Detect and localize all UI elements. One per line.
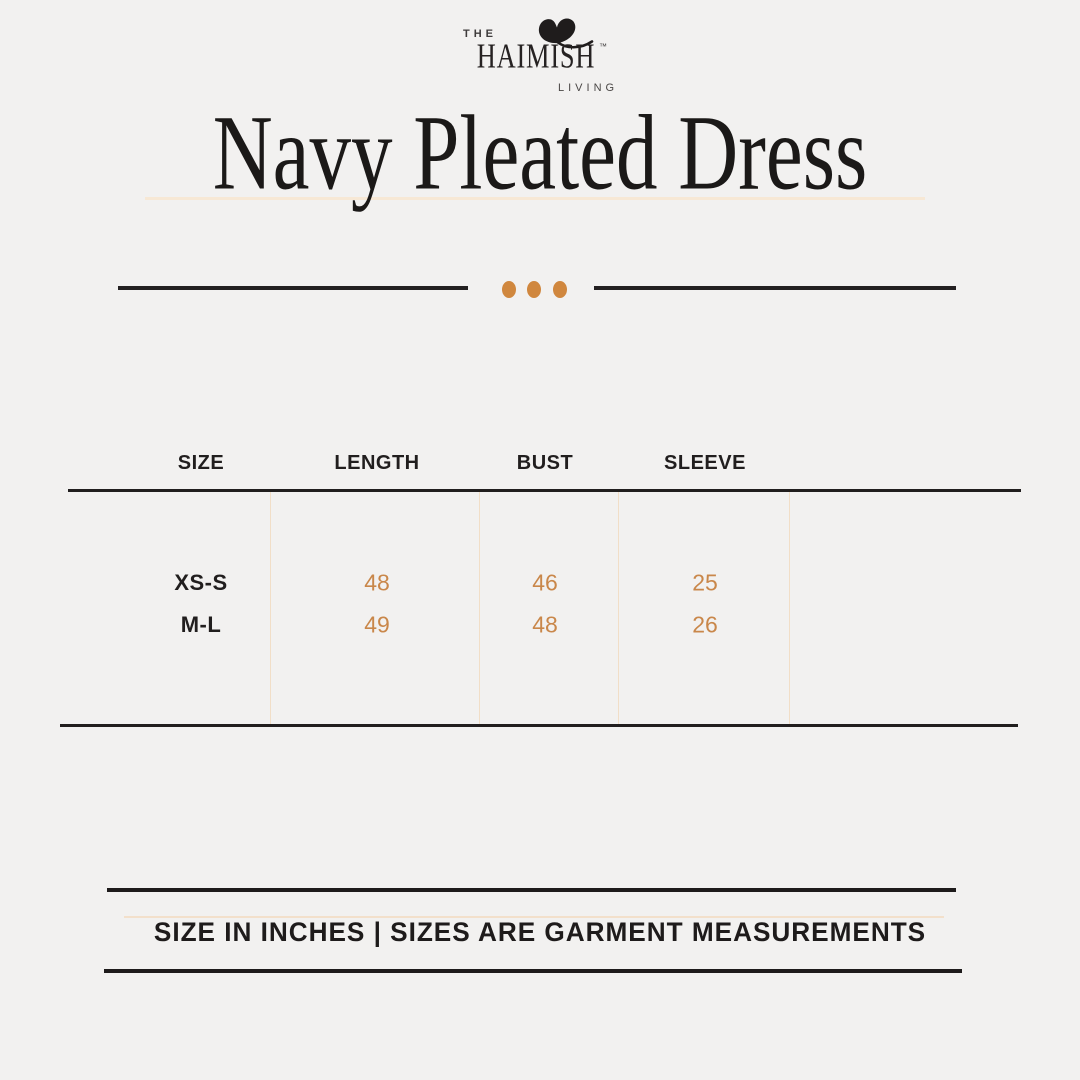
table-header-rule	[68, 489, 1021, 492]
row-xss-sleeve: 25	[692, 569, 718, 596]
divider-line-right	[594, 286, 956, 290]
divider-dot-3	[553, 281, 567, 298]
footer-line-bottom	[104, 969, 962, 973]
divider-dot-1	[502, 281, 516, 298]
page-title: Navy Pleated Dress	[212, 93, 868, 212]
column-header-size: SIZE	[177, 452, 225, 474]
row-ml-length: 49	[364, 611, 390, 638]
brand-logo	[461, 24, 625, 102]
column-divider-1	[270, 492, 271, 726]
row-xss-bust: 46	[532, 569, 558, 596]
footer-note: SIZE IN INCHES | SIZES ARE GARMENT MEASUREMENTS	[153, 917, 927, 947]
column-header-bust: BUST	[516, 452, 574, 474]
brand-word-living: LIVING	[558, 82, 619, 94]
row-ml-size: M-L	[180, 612, 222, 637]
table-bottom-rule	[60, 724, 1018, 727]
column-divider-3	[618, 492, 619, 726]
column-header-sleeve: SLEEVE	[664, 452, 746, 474]
column-header-length: LENGTH	[334, 452, 420, 474]
divider-line-left	[118, 286, 468, 290]
row-ml-sleeve: 26	[692, 611, 718, 638]
row-ml-bust: 48	[532, 611, 558, 638]
row-xss-length: 48	[364, 569, 390, 596]
brand-word-the: THE	[463, 28, 497, 40]
brand-name: HAIMISH	[476, 38, 596, 76]
brand-trademark: ™	[599, 42, 607, 51]
row-xss-size: XS-S	[174, 570, 228, 595]
divider-dot-2	[527, 281, 541, 298]
column-divider-2	[479, 492, 480, 726]
column-divider-4	[789, 492, 790, 726]
footer-line-top	[107, 888, 956, 892]
